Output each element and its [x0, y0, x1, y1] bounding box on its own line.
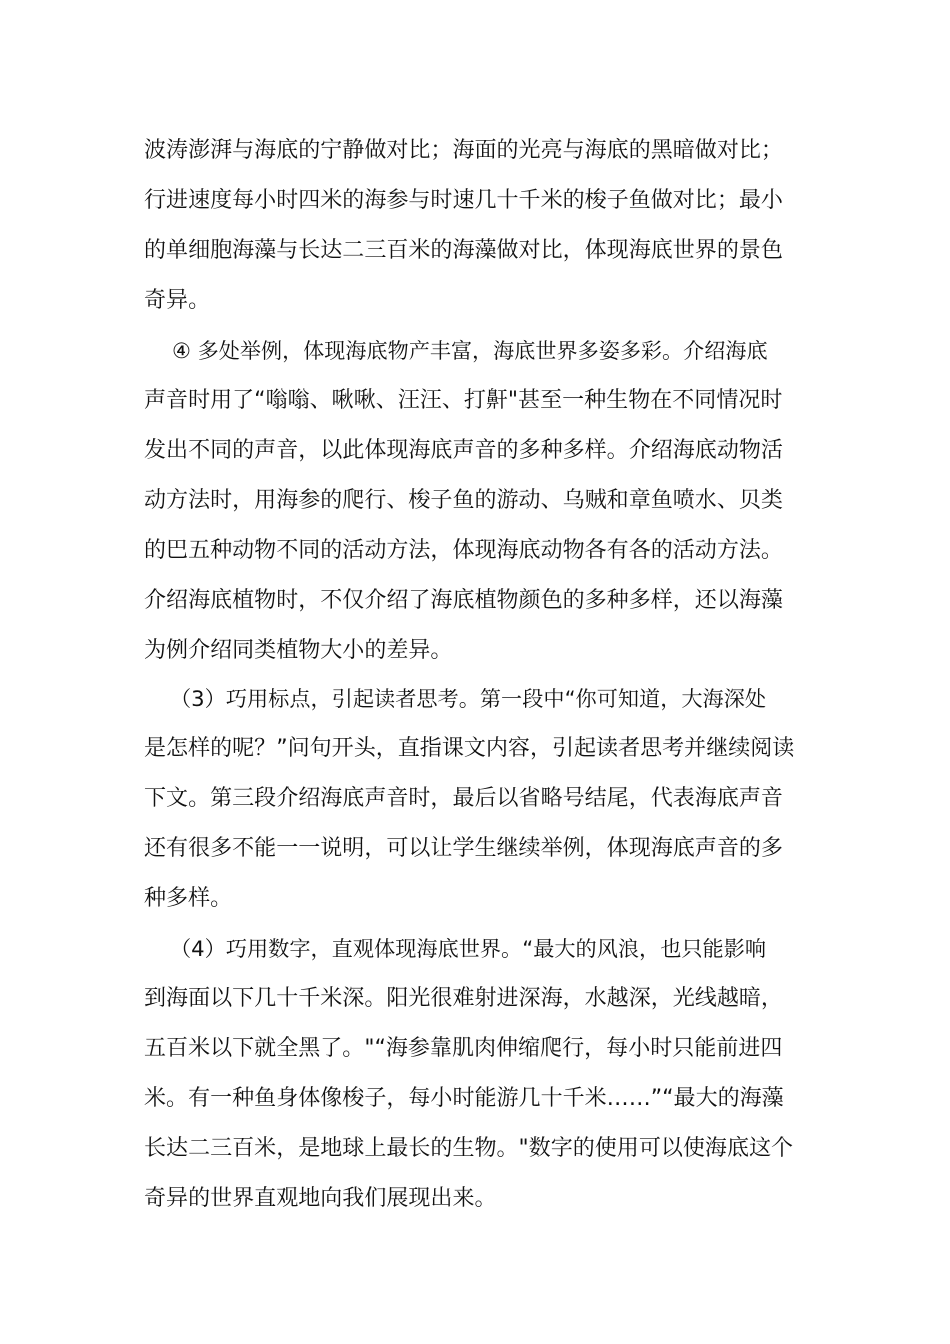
text-line: （4）巧用数字，直观体现海底世界。“最大的风浪，也只能影响	[170, 936, 767, 961]
text-line: （3）巧用标点，引起读者思考。第一段中“你可知道，大海深处	[170, 686, 767, 711]
text-line: 是怎样的呢？”问句开头，直指课文内容，引起读者思考并继续阅读	[144, 736, 795, 761]
text-line: 介绍海底植物时，不仅介绍了海底植物颜色的多种多样，还以海藻	[144, 588, 783, 613]
text-line: 奇异。	[144, 288, 211, 313]
text-line: 声音时用了“嗡嗡、啾啾、汪汪、打鼾"甚至一种生物在不同情况时	[144, 388, 783, 413]
text-line: 行进速度每小时四米的海参与时速几十千米的梭子鱼做对比；最小	[144, 188, 783, 213]
text-line: 奇异的世界直观地向我们展现出来。	[144, 1186, 497, 1211]
text-line: 到海面以下几十千米深。阳光很难射进深海，水越深，光线越暗，	[144, 986, 783, 1011]
text-line: 发出不同的声音，以此体现海底声音的多种多样。介绍海底动物活	[144, 438, 783, 463]
text-line: 波涛澎湃与海底的宁静做对比；海面的光亮与海底的黑暗做对比；	[144, 138, 783, 163]
text-line: 还有很多不能一一说明，可以让学生继续举例，体现海底声音的多	[144, 836, 783, 861]
text-line: ④ 多处举例，体现海底物产丰富，海底世界多姿多彩。介绍海底	[172, 338, 768, 363]
text-line: 的单细胞海藻与长达二三百米的海藻做对比，体现海底世界的景色	[144, 238, 783, 263]
text-line: 米。有一种鱼身体像梭子，每小时能游几十千米……”“最大的海藻	[144, 1086, 784, 1111]
text-line: 下文。第三段介绍海底声音时，最后以省略号结尾，代表海底声音	[144, 786, 783, 811]
text-line: 为例介绍同类植物大小的差异。	[144, 638, 453, 663]
text-line: 的巴五种动物不同的活动方法，体现海底动物各有各的活动方法。	[144, 538, 783, 563]
text-line: 五百米以下就全黑了。"“海参靠肌肉伸缩爬行，每小时只能前进四	[144, 1036, 783, 1061]
text-line: 长达二三百米，是地球上最长的生物。"数字的使用可以使海底这个	[144, 1136, 794, 1161]
text-line: 动方法时，用海参的爬行、梭子鱼的游动、乌贼和章鱼喷水、贝类	[144, 488, 783, 513]
text-line: 种多样。	[144, 886, 233, 911]
